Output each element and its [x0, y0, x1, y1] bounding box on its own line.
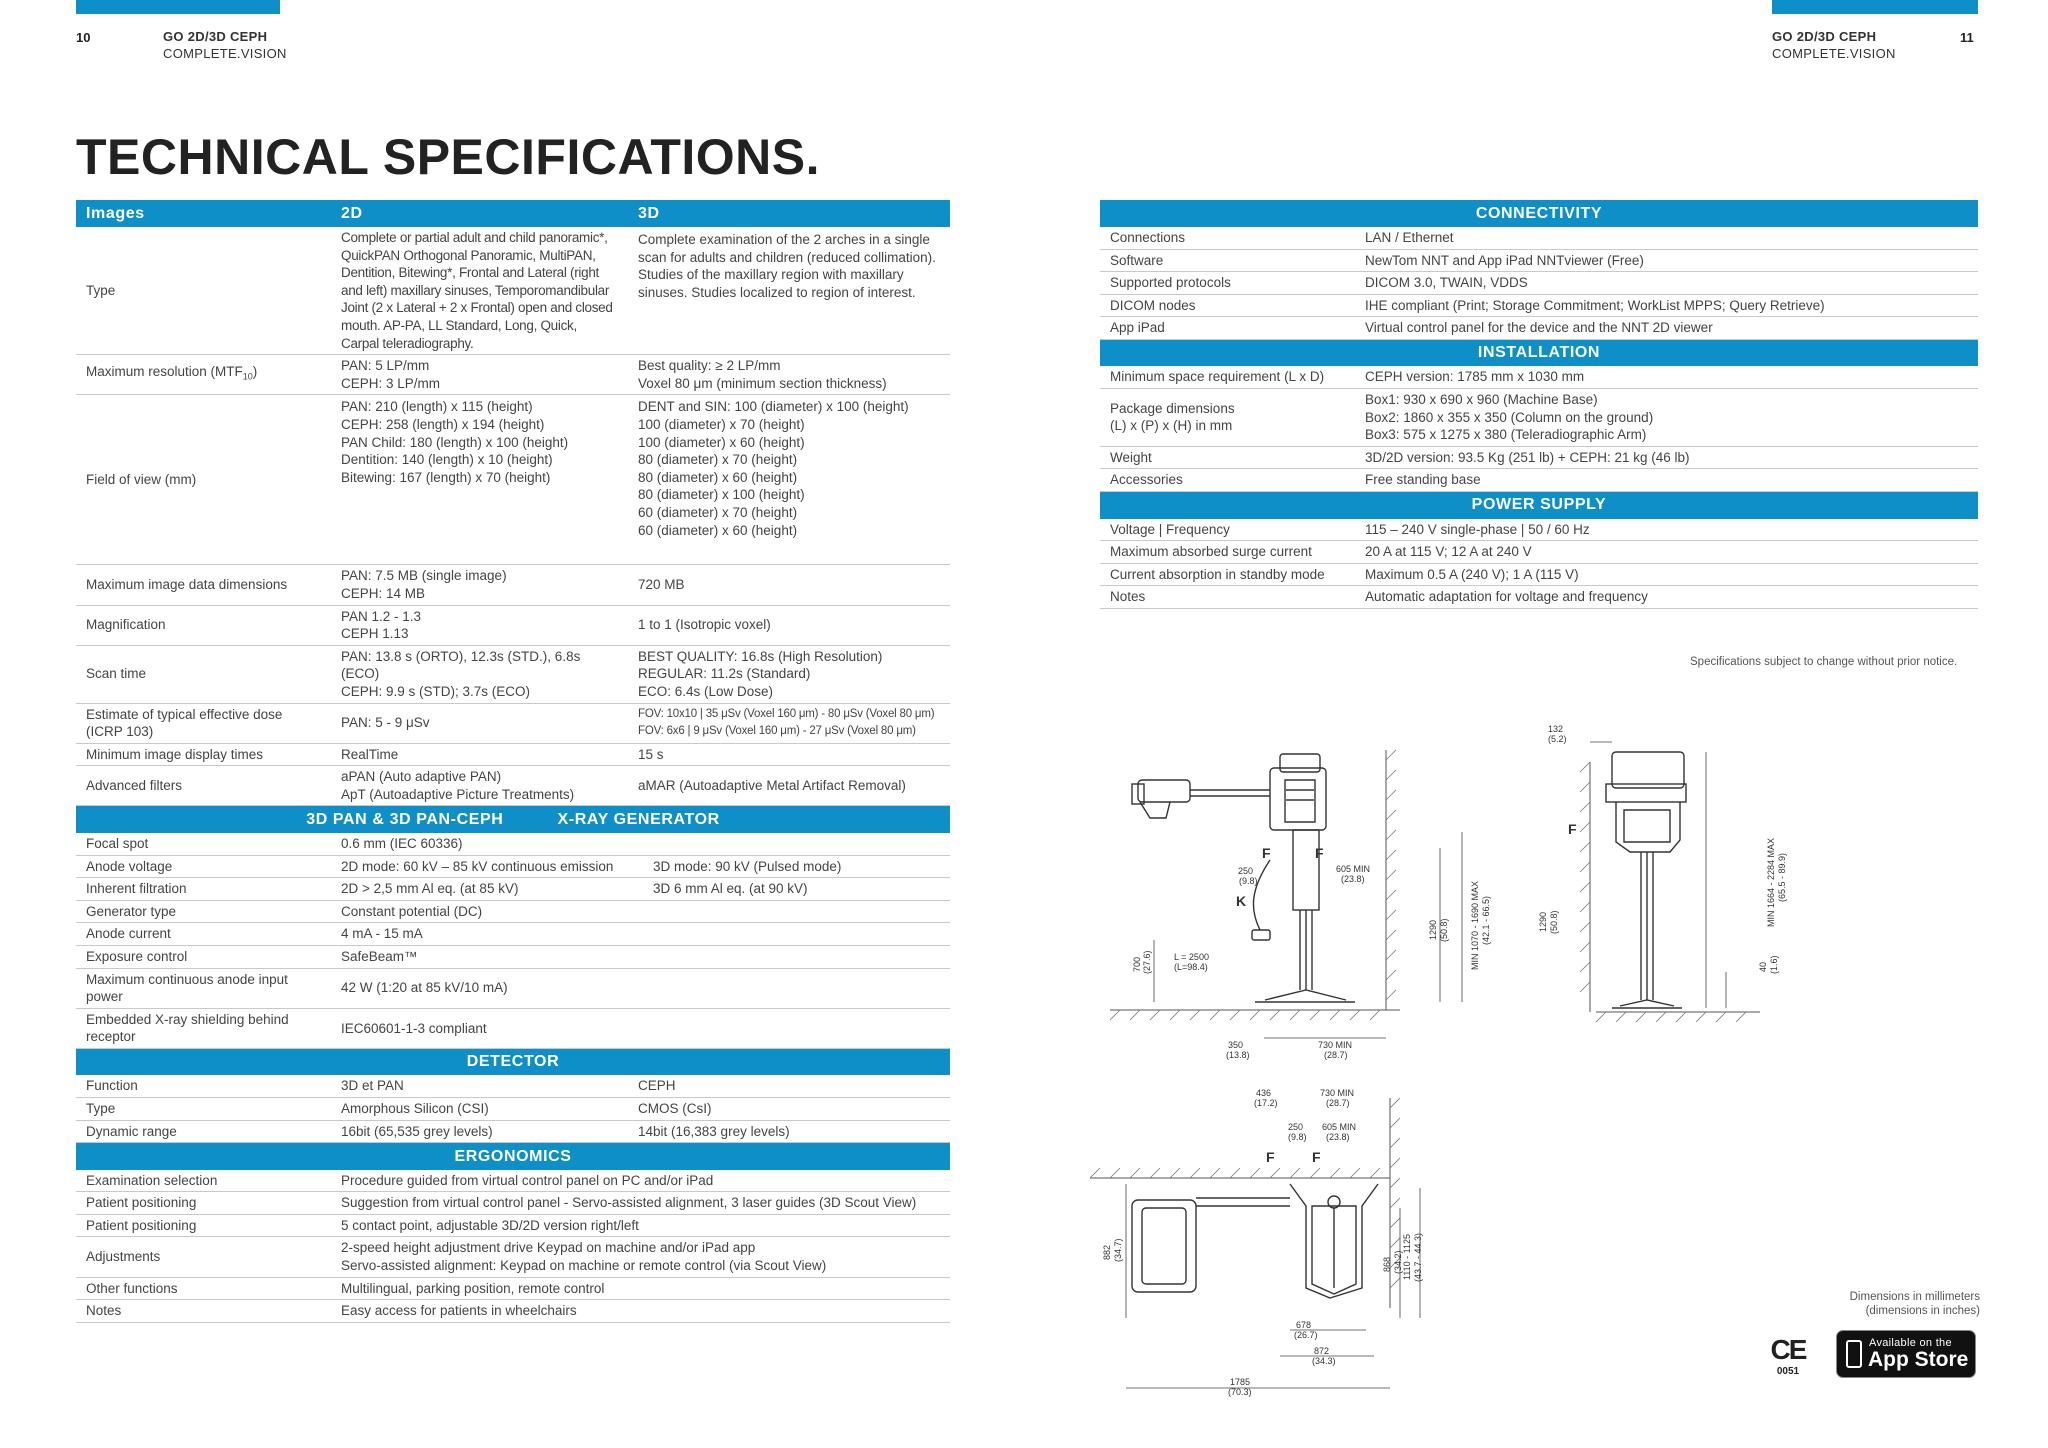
row-label: Accessories [1100, 469, 1355, 492]
row-value-3d: Complete examination of the 2 arches in a single scan for adults and children (reduced collimation). Studies of the maxillary region with maxillary sinuses. Studies localized to region of interest. [628, 227, 950, 355]
dim-label: 730 MIN [1318, 1040, 1353, 1050]
ce-mark [1766, 1334, 1810, 1377]
row-label: Field of view (mm) [76, 395, 331, 565]
table-row [1100, 541, 1978, 564]
table-row [1100, 272, 1978, 295]
row-label-subscript: 10 [242, 371, 253, 382]
row-value-3d [628, 968, 950, 1008]
row-label: Type [76, 227, 331, 355]
dim-label: (28.7) [1324, 1050, 1348, 1060]
table-row [76, 1120, 950, 1143]
row-label: Scan time [76, 645, 331, 703]
row-label: Estimate of typical effective dose (ICRP 103) [76, 703, 331, 743]
row-value-3d: 3D mode: 90 kV (Pulsed mode) [628, 855, 950, 878]
row-value: IEC60601-1-3 compliant [331, 1008, 628, 1048]
images-header-2d: 2D [331, 200, 628, 227]
ipad-icon [1846, 1340, 1862, 1368]
left-header-title: GO 2D/3D CEPH [163, 29, 268, 44]
table-row [76, 945, 950, 968]
dim-label: 132 [1548, 724, 1564, 734]
row-label: Maximum image data dimensions [76, 565, 331, 605]
row-value: 2-speed height adjustment drive Keypad on machine and/or iPad app Servo-assisted alignment: Keypad on machine or remote control (via Scout View) [331, 1237, 950, 1277]
dim-label: 350 [1228, 1040, 1244, 1050]
row-value: 42 W (1:20 at 85 kV/10 mA) [331, 968, 628, 1008]
right-accent-bar [1772, 0, 1978, 14]
side-view-drawing [1110, 740, 1500, 1070]
row-label: Notes [76, 1300, 331, 1323]
table-row [76, 968, 950, 1008]
dim-label: 882 [1102, 1244, 1112, 1260]
row-value: NewTom NNT and App iPad NNTviewer (Free) [1355, 249, 1978, 272]
dimensions-note-line1: Dimensions in millimeters [1849, 1291, 1980, 1303]
table-row [1100, 389, 1978, 447]
row-value: 5 contact point, adjustable 3D/2D version right/left [331, 1214, 950, 1237]
row-value: Procedure guided from virtual control panel on PC and/or iPad [331, 1170, 950, 1192]
dim-label: 1290 [1538, 911, 1548, 932]
ce-mark-icon: CE [1770, 1334, 1806, 1365]
power-supply-header-row [1100, 492, 1978, 519]
left-spec-table [76, 200, 950, 1323]
row-label: Type [76, 1098, 331, 1121]
row-value: 20 A at 115 V; 12 A at 240 V [1355, 541, 1978, 564]
table-row [1100, 366, 1978, 388]
row-label: Other functions [76, 1277, 331, 1300]
dim-label: 872 [1314, 1346, 1330, 1356]
right-header-title: GO 2D/3D CEPH [1772, 29, 1877, 44]
row-value-3d: 15 s [628, 743, 950, 766]
row-value-2d: PAN: 5 - 9 μSv [331, 703, 628, 743]
xray-header-right: X-RAY GENERATOR [557, 810, 720, 828]
row-value: 3D/2D version: 93.5 Kg (251 lb) + CEPH: 21 kg (46 lb) [1355, 446, 1978, 469]
left-header-subtitle: COMPLETE.VISION [163, 46, 287, 61]
row-value: Suggestion from virtual control panel - Servo-assisted alignment, 3 laser guides (3D Scout View) [331, 1192, 950, 1215]
row-value-2d: Amorphous Silicon (CSI) [331, 1098, 628, 1121]
row-label-text: Maximum resolution (MTF [86, 364, 243, 380]
table-row [76, 227, 950, 355]
row-label: Weight [1100, 446, 1355, 469]
images-header-row [76, 200, 950, 227]
dim-label: (L=98.4) [1174, 962, 1208, 972]
dim-label: (34.7) [1113, 1238, 1123, 1262]
row-value-2d: PAN: 210 (length) x 115 (height) CEPH: 258 (length) x 194 (height) PAN Child: 180 (length) x 100 (height) Dentition: 140 (length) x 10 (height) Bitewing: 167 (length) x 70 (height) [331, 395, 628, 565]
row-label: Examination selection [76, 1170, 331, 1192]
row-value: 2D > 2,5 mm Al eq. (at 85 kV) [331, 878, 628, 901]
table-row [76, 878, 950, 901]
row-label: Voltage | Frequency [1100, 519, 1355, 541]
dim-label: MIN 1070 - 1690 MAX [1470, 880, 1480, 970]
row-label: Focal spot [76, 833, 331, 855]
dim-label: (50.8) [1549, 910, 1559, 934]
dim-label: L = 2500 [1174, 952, 1209, 962]
table-row [76, 1170, 950, 1192]
dim-label: 605 MIN [1336, 864, 1371, 874]
images-header-3d: 3D [628, 200, 950, 227]
row-label: Dynamic range [76, 1120, 331, 1143]
table-row [76, 703, 950, 743]
xray-header [76, 806, 950, 833]
dim-label: (28.7) [1326, 1098, 1350, 1108]
dim-label: 605 MIN [1322, 1122, 1357, 1132]
table-row [76, 1277, 950, 1300]
dim-label: F [1315, 845, 1324, 861]
dim-label: (27.6) [1142, 950, 1152, 974]
right-running-header [1772, 28, 1896, 62]
row-label: Maximum absorbed surge current [1100, 541, 1355, 564]
dim-label: (26.7) [1294, 1330, 1318, 1340]
table-row [1100, 227, 1978, 249]
row-value-2d: PAN: 7.5 MB (single image) CEPH: 14 MB [331, 565, 628, 605]
right-page-number: 11 [1960, 30, 1974, 45]
table-row [76, 743, 950, 766]
row-value-3d: BEST QUALITY: 16.8s (High Resolution) REGULAR: 11.2s (Standard) ECO: 6.4s (Low Dose) [628, 645, 950, 703]
table-row [76, 900, 950, 923]
row-label: Patient positioning [76, 1214, 331, 1237]
table-row [76, 1075, 950, 1097]
table-row [1100, 294, 1978, 317]
table-row [76, 833, 950, 855]
row-value: SafeBeam™ [331, 945, 628, 968]
row-value-2d: 3D et PAN [331, 1075, 628, 1097]
connectivity-header-row [1100, 200, 1978, 227]
row-value: 2D mode: 60 kV – 85 kV continuous emission [331, 855, 628, 878]
row-value-3d: Best quality: ≥ 2 LP/mm Voxel 80 μm (minimum section thickness) [628, 355, 950, 395]
dim-label: (9.8) [1288, 1132, 1307, 1142]
table-row [1100, 563, 1978, 586]
row-value-2d: 16bit (65,535 grey levels) [331, 1120, 628, 1143]
table-row [76, 1008, 950, 1048]
ergonomics-header-row [76, 1143, 950, 1170]
row-label: Anode voltage [76, 855, 331, 878]
dim-label: (50.8) [1439, 918, 1449, 942]
images-header-label: Images [76, 200, 331, 227]
row-value: DICOM 3.0, TWAIN, VDDS [1355, 272, 1978, 295]
row-value: Maximum 0.5 A (240 V); 1 A (115 V) [1355, 563, 1978, 586]
row-value: Easy access for patients in wheelchairs [331, 1300, 950, 1323]
row-label: Minimum space requirement (L x D) [1100, 366, 1355, 388]
table-row [76, 1237, 950, 1277]
table-row [76, 605, 950, 645]
row-value-3d [628, 923, 950, 946]
table-row [1100, 586, 1978, 609]
dim-label: (43.7 - 44.3) [1413, 1232, 1423, 1282]
dim-label: K [1236, 893, 1247, 909]
row-value-3d [628, 945, 950, 968]
table-row [76, 645, 950, 703]
dim-label: (9.8) [1239, 876, 1258, 886]
table-row [76, 1300, 950, 1323]
ce-notified-body: 0051 [1776, 1366, 1800, 1377]
dim-label: F [1568, 821, 1577, 837]
installation-header-row [1100, 339, 1978, 366]
row-value: Constant potential (DC) [331, 900, 628, 923]
row-label: Advanced filters [76, 766, 331, 806]
row-value-2d: Complete or partial adult and child panoramic*, QuickPAN Orthogonal Panoramic, MultiPAN, Dentition, Bitewing*, Frontal and Lateral (right and left) maxillary sinuses, Temporomandibular Joint (2 x Lateral + 2 x Frontal) open and closed mouth. AP-PA, LL Standard, Long, Quick, Carpal teleradiography. [331, 227, 628, 355]
dimensions-note [1800, 1290, 1980, 1318]
row-label: Exposure control [76, 945, 331, 968]
dim-label: (34.3) [1312, 1356, 1336, 1366]
dim-label: 250 [1238, 866, 1254, 876]
dim-label: (42.1 - 66.5) [1481, 895, 1491, 945]
dim-label: (1.6) [1769, 955, 1779, 974]
dim-label: 1785 [1230, 1377, 1251, 1387]
row-value: 4 mA - 15 mA [331, 923, 628, 946]
dim-label: (65.5 - 89.9) [1777, 852, 1787, 902]
table-row [76, 923, 950, 946]
table-row [1100, 317, 1978, 340]
row-label: Embedded X-ray shielding behind receptor [76, 1008, 331, 1048]
dim-label: 730 MIN [1320, 1088, 1355, 1098]
left-running-header [163, 28, 287, 62]
row-label: Package dimensions (L) x (P) x (H) in mm [1100, 389, 1355, 447]
dimensions-note-line2: (dimensions in inches) [1865, 1305, 1980, 1317]
row-label: Generator type [76, 900, 331, 923]
row-label: Notes [1100, 586, 1355, 609]
row-value: Multilingual, parking position, remote control [331, 1277, 950, 1300]
row-value-3d: 720 MB [628, 565, 950, 605]
dim-label: (5.2) [1548, 734, 1567, 744]
app-store-label: App Store [1868, 1348, 1969, 1371]
row-label: App iPad [1100, 317, 1355, 340]
dim-label: (13.8) [1226, 1050, 1250, 1060]
table-row [1100, 446, 1978, 469]
row-value-2d: PAN: 5 LP/mm CEPH: 3 LP/mm [331, 355, 628, 395]
dim-label: 1110 - 1125 [1402, 1233, 1412, 1280]
row-label: Supported protocols [1100, 272, 1355, 295]
row-label: DICOM nodes [1100, 294, 1355, 317]
table-row [76, 855, 950, 878]
row-label: Minimum image display times [76, 743, 331, 766]
table-row [76, 1098, 950, 1121]
row-value-3d: 14bit (16,383 grey levels) [628, 1120, 950, 1143]
row-value: CEPH version: 1785 mm x 1030 mm [1355, 366, 1978, 388]
dim-label: F [1312, 1149, 1321, 1165]
row-value-2d: aPAN (Auto adaptive PAN) ApT (Autoadaptive Picture Treatments) [331, 766, 628, 806]
dim-label: 678 [1296, 1320, 1312, 1330]
row-label: Maximum continuous anode input power [76, 968, 331, 1008]
left-accent-bar [76, 0, 280, 14]
dim-label: 40 [1758, 961, 1768, 972]
row-label: Connections [1100, 227, 1355, 249]
dim-label: F [1266, 1149, 1275, 1165]
row-value: Box1: 930 x 690 x 960 (Machine Base) Box2: 1860 x 355 x 350 (Column on the ground) Box3: 575 x 1275 x 380 (Teleradiographic Arm) [1355, 389, 1978, 447]
right-header-subtitle: COMPLETE.VISION [1772, 46, 1896, 61]
row-value: 115 – 240 V single-phase | 50 / 60 Hz [1355, 519, 1978, 541]
page-title: TECHNICAL SPECIFICATIONS. [76, 129, 821, 185]
row-label: Current absorption in standby mode [1100, 563, 1355, 586]
xray-header-left: 3D PAN & 3D PAN-CEPH [306, 810, 504, 828]
row-value-2d: RealTime [331, 743, 628, 766]
top-view-drawing [1090, 1088, 1430, 1398]
row-value-3d [628, 833, 950, 855]
power-supply-header: POWER SUPPLY [1100, 492, 1978, 519]
table-row [1100, 249, 1978, 272]
row-value-3d [628, 1008, 950, 1048]
dim-label: 868 [1382, 1256, 1392, 1272]
row-value-3d: FOV: 10x10 | 35 μSv (Voxel 160 μm) - 80 μSv (Voxel 80 μm) FOV: 6x6 | 9 μSv (Voxel 160 μm) - 27 μSv (Voxel 80 μm) [628, 703, 950, 743]
row-value-3d: CEPH [628, 1075, 950, 1097]
row-value-3d: 3D 6 mm Al eq. (at 90 kV) [628, 878, 950, 901]
app-store-tagline: Available on the [1869, 1337, 1952, 1349]
row-value: IHE compliant (Print; Storage Commitment; WorkList MPPS; Query Retrieve) [1355, 294, 1978, 317]
row-label [76, 355, 331, 395]
left-page-number: 10 [76, 30, 91, 45]
row-label: Patient positioning [76, 1192, 331, 1215]
table-row [76, 1214, 950, 1237]
row-value: Free standing base [1355, 469, 1978, 492]
xray-header-row [76, 806, 950, 833]
dim-label: 250 [1288, 1122, 1304, 1132]
row-label: Magnification [76, 605, 331, 645]
disclaimer-note: Specifications subject to change without prior notice. [1690, 656, 1958, 668]
front-view-drawing [1520, 722, 1830, 1022]
dim-label: (23.8) [1341, 874, 1365, 884]
table-row [76, 565, 950, 605]
row-label: Software [1100, 249, 1355, 272]
connectivity-header: CONNECTIVITY [1100, 200, 1978, 227]
row-value: 0.6 mm (IEC 60336) [331, 833, 628, 855]
table-row [76, 1192, 950, 1215]
ergonomics-header: ERGONOMICS [76, 1143, 950, 1170]
right-spec-table [1100, 200, 1978, 609]
table-row [76, 395, 950, 565]
dim-label: 700 [1132, 956, 1142, 972]
row-value-2d: PAN: 13.8 s (ORTO), 12.3s (STD.), 6.8s (ECO) CEPH: 9.9 s (STD); 3.7s (ECO) [331, 645, 628, 703]
dim-label: (23.8) [1326, 1132, 1350, 1142]
row-value: LAN / Ethernet [1355, 227, 1978, 249]
app-store-badge[interactable] [1836, 1330, 1976, 1378]
row-value-2d: PAN 1.2 - 1.3 CEPH 1.13 [331, 605, 628, 645]
row-label: Function [76, 1075, 331, 1097]
row-label: Inherent filtration [76, 878, 331, 901]
row-value-3d: DENT and SIN: 100 (diameter) x 100 (height) 100 (diameter) x 70 (height) 100 (diameter) x 60 (height) 80 (diameter) x 70 (height) 80 (diameter) x 60 (height) 80 (diameter) x 100 (height) 60 (diameter) x 70 (height) 60 (diameter) x 60 (height) [628, 395, 950, 565]
row-value-3d [628, 900, 950, 923]
detector-header-row [76, 1048, 950, 1075]
table-row [76, 355, 950, 395]
dim-label: (34.2) [1393, 1250, 1403, 1274]
table-row [1100, 519, 1978, 541]
dim-label: 1290 [1428, 919, 1438, 940]
dim-label: MIN 1664 - 2284 MAX [1766, 837, 1776, 927]
detector-header: DETECTOR [76, 1048, 950, 1075]
table-row [76, 766, 950, 806]
row-value: Virtual control panel for the device and the NNT 2D viewer [1355, 317, 1978, 340]
row-value-3d: 1 to 1 (Isotropic voxel) [628, 605, 950, 645]
dim-label: (17.2) [1254, 1098, 1278, 1108]
dim-label: 436 [1256, 1088, 1272, 1098]
dim-label: (70.3) [1228, 1387, 1252, 1397]
row-label-close: ) [252, 364, 258, 380]
row-label: Anode current [76, 923, 331, 946]
table-row [1100, 469, 1978, 492]
row-value: Automatic adaptation for voltage and frequency [1355, 586, 1978, 609]
row-label: Adjustments [76, 1237, 331, 1277]
installation-header: INSTALLATION [1100, 339, 1978, 366]
row-value-3d: CMOS (CsI) [628, 1098, 950, 1121]
row-value-3d: aMAR (Autoadaptive Metal Artifact Removal) [628, 766, 950, 806]
dim-label: F [1262, 845, 1271, 861]
